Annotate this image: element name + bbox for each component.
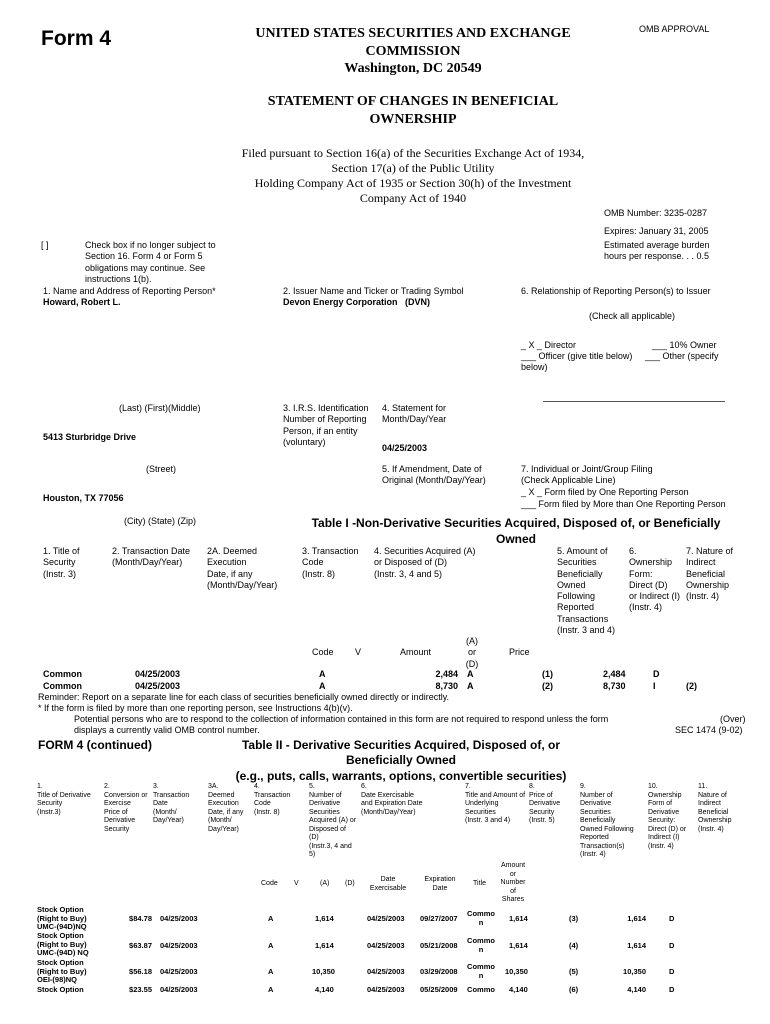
reminder-multiple: * If the form is filed by more than one reporting person, see Instructions 4(b)(v). xyxy=(38,703,353,713)
statement-date: 04/25/2003 xyxy=(382,443,428,453)
reporting-person-name: Howard, Robert L. xyxy=(43,297,121,307)
t2-h2: 2. Conversion or Exercise Price of Derivative Security xyxy=(104,783,148,833)
t2-h4: 4. Transaction Code (Instr. 8) xyxy=(254,783,291,816)
t2-row3-owned: 10,350 xyxy=(623,967,646,976)
t2-row3-code: A xyxy=(268,967,274,976)
sec-number: SEC 1474 (9-02) xyxy=(675,725,743,735)
t2-row2-acquired: 1,614 xyxy=(315,941,334,950)
t1-row2-title: Common xyxy=(43,681,82,691)
relationship-other[interactable]: ___ Other (specify xyxy=(645,351,719,361)
t2-row3-amount: 10,350 xyxy=(505,967,528,976)
t2-sub-amount: Amount or Number of Shares xyxy=(500,862,526,904)
t2-row2-price: $63.87 xyxy=(129,941,152,950)
t1-row2-date: 04/25/2003 xyxy=(135,681,181,691)
t2-row2-amount: 1,614 xyxy=(509,941,528,950)
t2-row1-code: A xyxy=(268,914,274,923)
t1-col2a-header: 2A. Deemed Execution Date, if any (Month/Day/Year) xyxy=(207,546,278,590)
t2-row1-title: Stock Option (Right to Buy) UMC-(94D)NQ xyxy=(37,905,87,932)
t1-col5-header: 5. Amount of Securities Beneficially Owned Following Reported Transactions (Instr. 3 and 4) xyxy=(557,546,616,635)
t2-row4-price: $23.55 xyxy=(129,985,152,994)
t2-row2-expiration: 05/21/2008 xyxy=(420,941,458,950)
t2-h5: 5. Number of Derivative Securities Acquired (A) or Disposed of (D) (Instr.3, 4 and 5) xyxy=(309,783,357,859)
amendment-label: 5. If Amendment, Date of Original (Month/Day/Year) xyxy=(382,464,486,486)
t2-h9: 9. Number of Derivative Securities Beneficially Owned Following Reported Transaction(s) (Instr. 4) xyxy=(580,783,634,859)
t1-sub-v: V xyxy=(355,647,362,657)
relationship-check-all: (Check all applicable) xyxy=(589,311,676,321)
issuer-value: Devon Energy Corporation (DVN) xyxy=(283,297,431,307)
t2-sub-code: Code xyxy=(261,880,278,887)
checkbox-instructions: Check box if no longer subject to Section 16. Form 4 or Form 5 obligations may continue. See instructions 1(b). xyxy=(85,240,216,284)
t2-row4-price8: (6) xyxy=(569,985,579,994)
t2-h3: 3. Transaction Date (Month/ Day/Year) xyxy=(153,783,190,825)
t2-row4-exercisable: 04/25/2003 xyxy=(367,985,405,994)
city-label: (City) (State) (Zip) xyxy=(124,516,196,526)
t1-row1-amount: 2,484 xyxy=(435,669,458,679)
agency-name: UNITED STATES SECURITIES AND EXCHANGE COMMISSION Washington, DC 20549 xyxy=(255,26,571,76)
t2-sub-d: (D) xyxy=(345,880,355,887)
t2-h7: 7. Title and Amount of Underlying Securities (Instr. 3 and 4) xyxy=(465,783,526,825)
t2-h8: 8. Price of Derivative Security (Instr. 5) xyxy=(529,783,561,825)
street-label: (Street) xyxy=(146,464,177,474)
t2-row4-owned: 4,140 xyxy=(627,985,646,994)
table1-title: Table I -Non-Derivative Securities Acquired, Disposed of, or Beneficially Owned xyxy=(311,516,721,546)
officer-title-line xyxy=(543,401,725,402)
no-longer-subject-checkbox[interactable]: [ ] xyxy=(41,240,49,250)
joint-filing-label: 7. Individual or Joint/Group Filing (Check Applicable Line) xyxy=(521,464,653,486)
t2-h6: 6. Date Exercisable and Expiration Date (Month/Day/Year) xyxy=(361,783,423,816)
t2-row3-price: $56.18 xyxy=(129,967,152,976)
relationship-below: below) xyxy=(521,362,548,372)
t1-col3-header: 3. Transaction Code (Instr. 8) xyxy=(302,546,359,579)
t2-row4-underlying: Commo xyxy=(467,985,495,994)
potential-persons-notice: Potential persons who are to respond to the collection of information contained in this form are not required to respond unless the form displays a currently valid OMB control number. xyxy=(74,714,609,736)
t2-sub-date-exercisable: Date Exercisable xyxy=(369,876,407,892)
t1-row2-owned: 8,730 xyxy=(603,681,626,691)
t1-row1-aord: A xyxy=(467,669,474,679)
t2-row4-title: Stock Option xyxy=(37,985,84,994)
omb-burden: Estimated average burden hours per response. . . 0.5 xyxy=(604,240,710,262)
reporting-person-label: 1. Name and Address of Reporting Person* xyxy=(43,286,216,296)
t2-h1: 1. Title of Derivative Security (Instr.3) xyxy=(37,783,91,816)
t2-row4-expiration: 05/25/2009 xyxy=(420,985,458,994)
t2-row3-price8: (5) xyxy=(569,967,579,976)
t1-sub-code: Code xyxy=(312,647,334,657)
t2-row1-owned: 1,614 xyxy=(627,914,646,923)
t2-sub-expiration: Expiration Date xyxy=(424,876,456,892)
issuer-label: 2. Issuer Name and Ticker or Trading Symbol xyxy=(283,286,464,296)
t2-row4-acquired: 4,140 xyxy=(315,985,334,994)
t2-row2-underlying: Commo n xyxy=(467,936,495,954)
t1-row1-code: A xyxy=(319,669,326,679)
t2-h11: 11. Nature of Indirect Beneficial Ownership (Instr. 4) xyxy=(698,783,732,833)
t1-col6-header: 6. Ownership Form: Direct (D) or Indirect (I) (Instr. 4) xyxy=(629,546,681,613)
statement-title: STATEMENT OF CHANGES IN BENEFICIAL OWNERSHIP xyxy=(267,94,559,128)
t2-row1-price: $84.78 xyxy=(129,914,152,923)
reporting-city: Houston, TX 77056 xyxy=(43,493,124,503)
t1-col2-header: 2. Transaction Date (Month/Day/Year) xyxy=(112,546,191,568)
t2-row3-acquired: 10,350 xyxy=(312,967,335,976)
t1-row2-amount: 8,730 xyxy=(435,681,458,691)
t1-col7-header: 7. Nature of Indirect Beneficial Ownership (Instr. 4) xyxy=(686,546,734,601)
omb-expires: Expires: January 31, 2005 xyxy=(604,226,709,236)
t2-row3-date: 04/25/2003 xyxy=(160,967,198,976)
relationship-label: 6. Relationship of Reporting Person(s) to Issuer xyxy=(521,286,711,296)
relationship-director[interactable]: _ X _ Director xyxy=(521,340,577,350)
t2-row2-title: Stock Option (Right to Buy) UMC-(94D) NQ xyxy=(37,931,89,958)
t2-row4-amount: 4,140 xyxy=(509,985,528,994)
t1-col1-header: 1. Title of Security (Instr. 3) xyxy=(43,546,80,579)
t2-row4-code: A xyxy=(268,985,274,994)
t1-row2-code: A xyxy=(319,681,326,691)
t2-row3-expiration: 03/29/2008 xyxy=(420,967,458,976)
omb-approval: OMB APPROVAL xyxy=(639,24,710,34)
table2-title: Table II - Derivative Securities Acquired, Disposed of, or Beneficially Owned (e.g., puts, calls, warrants, options, convertible securities) xyxy=(235,738,567,783)
t2-sub-v: V xyxy=(294,880,299,887)
t1-row1-owned: 2,484 xyxy=(603,669,626,679)
reporting-street: 5413 Sturbridge Drive xyxy=(43,432,137,442)
form4-continued: FORM 4 (continued) xyxy=(38,738,152,752)
t1-row2-nature: (2) xyxy=(686,681,697,691)
t1-row1-date: 04/25/2003 xyxy=(135,669,181,679)
t2-row3-title: Stock Option (Right to Buy) OEI-(98)NQ xyxy=(37,958,87,985)
t2-row2-owned: 1,614 xyxy=(627,941,646,950)
t1-row1-price: (1) xyxy=(542,669,553,679)
t2-row1-underlying: Commo n xyxy=(467,909,495,927)
t2-row1-exercisable: 04/25/2003 xyxy=(367,914,405,923)
t2-sub-a: (A) xyxy=(320,880,330,887)
t2-row1-acquired: 1,614 xyxy=(315,914,334,923)
joint-filing-one-person[interactable]: _ X _ Form filed by One Reporting Person xyxy=(521,487,689,497)
t1-row1-form: D xyxy=(653,669,660,679)
t1-sub-amount: Amount xyxy=(400,647,432,657)
t2-row2-exercisable: 04/25/2003 xyxy=(367,941,405,950)
name-parts-label: (Last) (First)(Middle) xyxy=(119,403,201,413)
t2-sub-title: Title xyxy=(473,880,486,887)
t1-sub-aord: (A) or (D) xyxy=(465,636,479,669)
t2-row2-date: 04/25/2003 xyxy=(160,941,198,950)
t2-row2-price8: (4) xyxy=(569,941,579,950)
over-label: (Over) xyxy=(720,714,746,724)
t2-row3-exercisable: 04/25/2003 xyxy=(367,967,405,976)
relationship-officer[interactable]: ___ Officer (give title below) xyxy=(521,351,633,361)
reminder-line: Reminder: Report on a separate line for each class of securities beneficially owned directly or indirectly. xyxy=(38,692,450,702)
t1-row2-form: I xyxy=(653,681,656,691)
t2-row1-amount: 1,614 xyxy=(509,914,528,923)
t2-row2-code: A xyxy=(268,941,274,950)
joint-filing-more-person[interactable]: ___ Form filed by More than One Reporting Person xyxy=(521,499,726,509)
irs-label: 3. I.R.S. Identification Number of Reporting Person, if an entity (voluntary) xyxy=(283,403,369,447)
form-title: Form 4 xyxy=(41,27,112,50)
t2-row3-underlying: Commo n xyxy=(467,962,495,980)
t2-h3a: 3A. Deemed Execution Date, if any (Month/ Day/Year) xyxy=(208,783,244,833)
t2-row4-date: 04/25/2003 xyxy=(160,985,198,994)
t2-row1-expiration: 09/27/2007 xyxy=(420,914,458,923)
t2-row3-form: D xyxy=(669,967,675,976)
t1-sub-price: Price xyxy=(509,647,530,657)
t2-row2-form: D xyxy=(669,941,675,950)
t1-col4-header: 4. Securities Acquired (A) or Disposed of (D) (Instr. 3, 4 and 5) xyxy=(374,546,476,579)
t1-row2-price: (2) xyxy=(542,681,553,691)
t2-row1-date: 04/25/2003 xyxy=(160,914,198,923)
t2-row1-price8: (3) xyxy=(569,914,579,923)
omb-number: OMB Number: 3235-0287 xyxy=(604,208,708,218)
t2-row4-form: D xyxy=(669,985,675,994)
t1-row2-aord: A xyxy=(467,681,474,691)
statement-date-label: 4. Statement for Month/Day/Year xyxy=(382,403,447,425)
t2-row1-form: D xyxy=(669,914,675,923)
t1-row1-title: Common xyxy=(43,669,82,679)
relationship-ten-pct[interactable]: ___ 10% Owner xyxy=(652,340,717,350)
filed-pursuant: Filed pursuant to Section 16(a) of the Securities Exchange Act of 1934, Section 17(a) of the Public Utility Holding Company Act of 1935 or Section 30(h) of the Investment Company Act of 1940 xyxy=(241,146,585,205)
t2-h10: 10. Ownership Form of Derivative Security: Direct (D) or Indirect (I) (Instr. 4) xyxy=(648,783,687,850)
